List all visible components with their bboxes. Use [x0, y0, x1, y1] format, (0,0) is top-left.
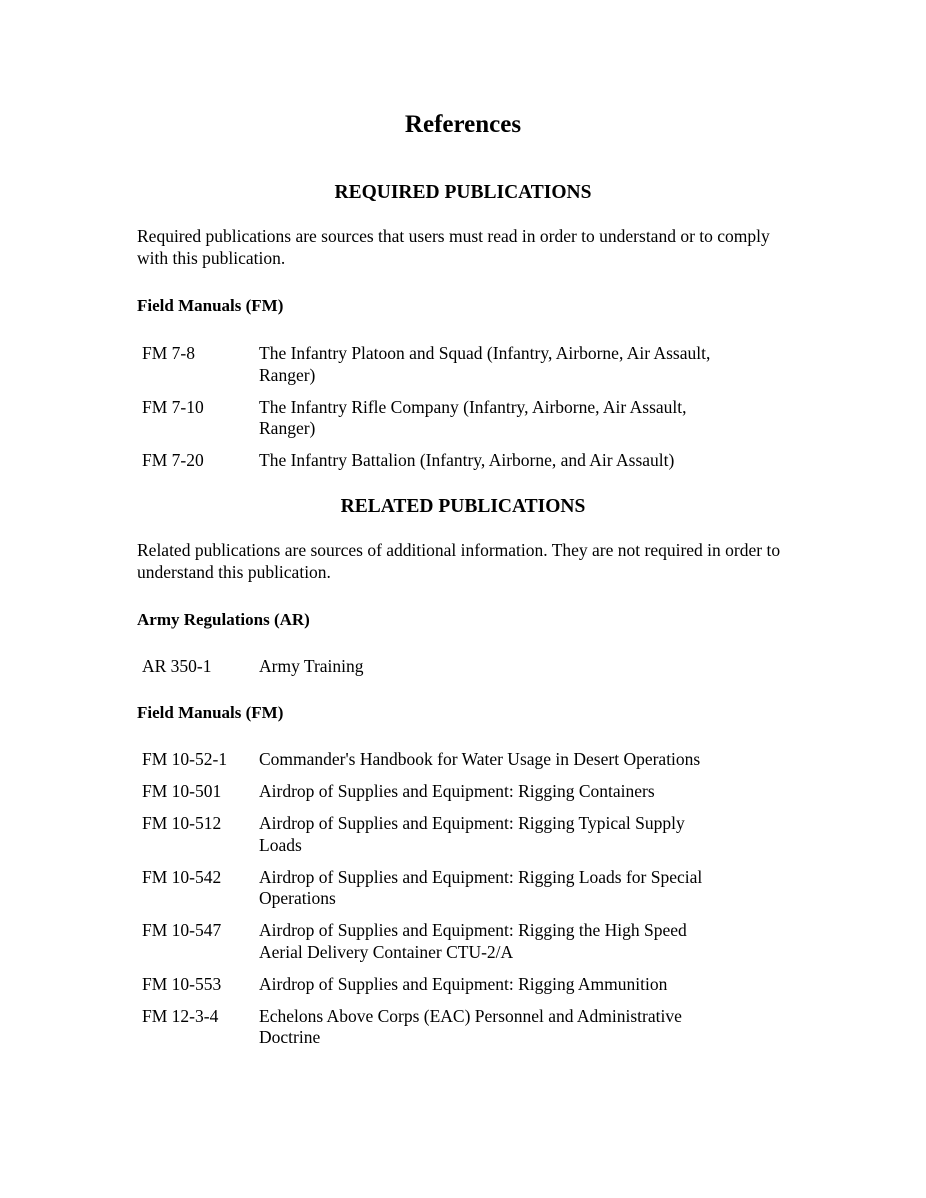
required-publications-heading: REQUIRED PUBLICATIONS	[334, 182, 592, 203]
reference-code: FM 10-542	[142, 866, 222, 887]
reference-code: FM 10-501	[142, 781, 222, 801]
reference-code: AR 350-1	[142, 656, 212, 676]
reference-title: Echelons Above Corps (EAC) Personnel and Administrative Doctrine	[259, 1005, 682, 1047]
reference-row	[142, 813, 742, 856]
reference-title: Airdrop of Supplies and Equipment: Rigging Loads for Special Operations	[259, 866, 703, 908]
reference-title: Airdrop of Supplies and Equipment: Rigging the High Speed Aerial Delivery Container CTU-2/A	[259, 920, 687, 962]
reference-title: Army Training	[259, 656, 364, 676]
reference-row	[142, 397, 742, 440]
related-field-manuals-heading: Field Manuals (FM)	[137, 703, 284, 722]
reference-title: Airdrop of Supplies and Equipment: Rigging Containers	[259, 781, 655, 801]
reference-row	[142, 450, 742, 472]
reference-title: The Infantry Platoon and Squad (Infantry, Airborne, Air Assault, Ranger)	[259, 343, 711, 385]
related-field-manuals-list	[142, 749, 742, 1059]
page-title: References	[404, 111, 522, 138]
related-publications-intro: Related publications are sources of additional information. They are not required in order to understand this publication.	[137, 540, 781, 582]
reference-code: FM 12-3-4	[142, 1005, 219, 1026]
reference-row	[142, 1006, 742, 1049]
reference-title: Airdrop of Supplies and Equipment: Rigging Ammunition	[259, 973, 668, 994]
reference-row	[142, 781, 742, 803]
related-publications-heading: RELATED PUBLICATIONS	[340, 496, 586, 517]
reference-code: FM 7-10	[142, 396, 204, 417]
reference-title: The Infantry Rifle Company (Infantry, Airborne, Air Assault, Ranger)	[259, 396, 687, 438]
required-publications-intro: Required publications are sources that users must read in order to understand or to comply with this publication.	[137, 226, 770, 268]
reference-row	[142, 343, 742, 386]
required-field-manuals-heading: Field Manuals (FM)	[137, 296, 284, 315]
army-regulations-heading: Army Regulations (AR)	[137, 610, 310, 629]
reference-code: FM 7-20	[142, 450, 204, 470]
reference-title: Airdrop of Supplies and Equipment: Rigging Typical Supply Loads	[259, 813, 685, 855]
army-regulations-list	[142, 656, 742, 688]
reference-title: Commander's Handbook for Water Usage in Desert Operations	[259, 749, 701, 769]
reference-row	[142, 656, 742, 678]
reference-row	[142, 920, 742, 963]
reference-row	[142, 867, 742, 910]
reference-code: FM 10-553	[142, 973, 222, 994]
reference-code: FM 10-52-1	[142, 749, 228, 769]
reference-row	[142, 749, 742, 771]
required-field-manuals-list	[142, 343, 742, 482]
reference-code: FM 10-547	[142, 920, 222, 940]
reference-code: FM 10-512	[142, 813, 222, 833]
reference-row	[142, 974, 742, 996]
reference-code: FM 7-8	[142, 343, 195, 363]
reference-title: The Infantry Battalion (Infantry, Airborne, and Air Assault)	[259, 450, 675, 470]
